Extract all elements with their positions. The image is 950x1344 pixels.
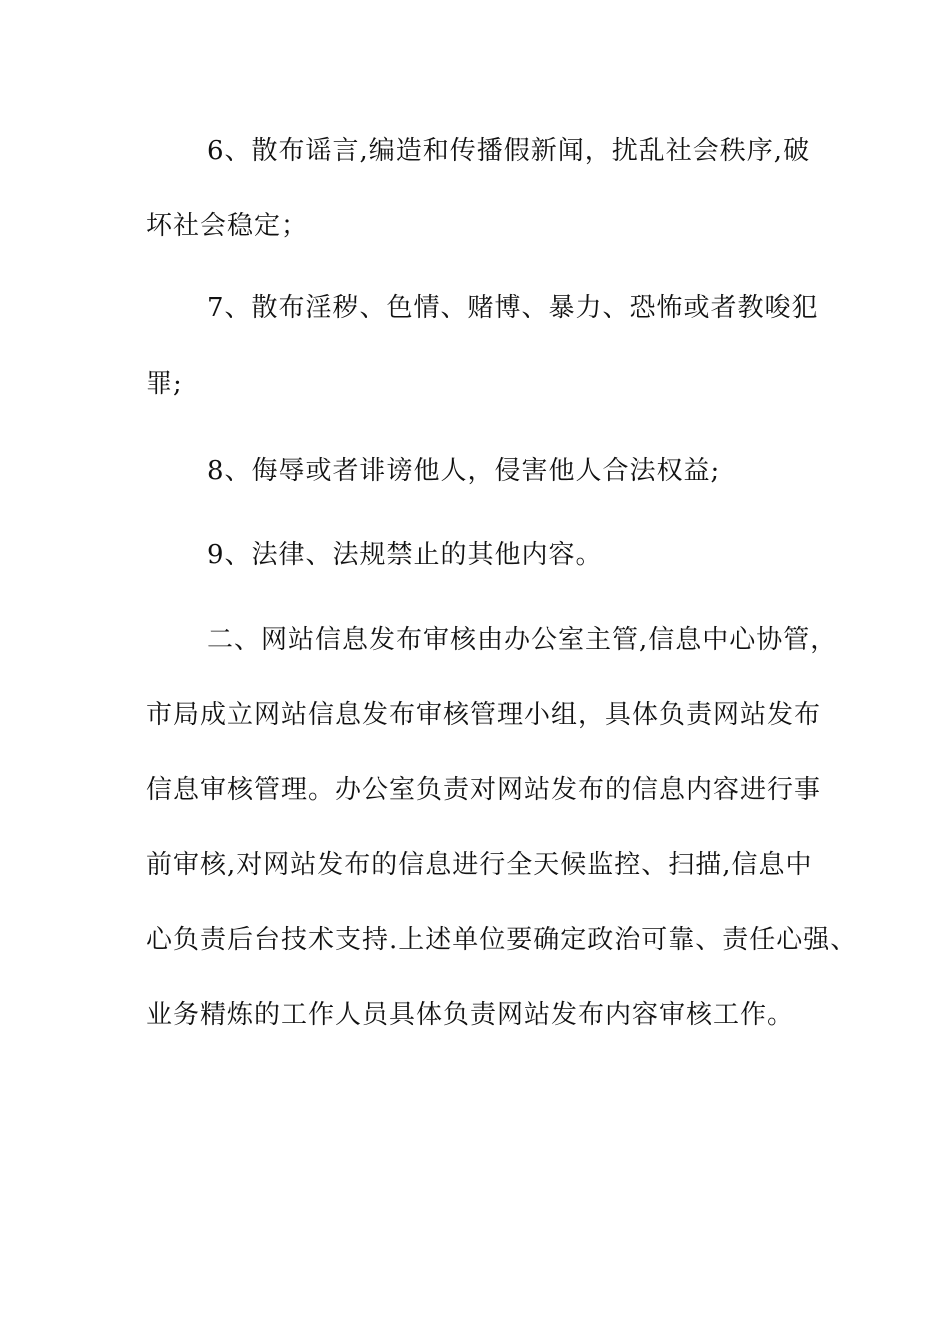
text-line-item8: 8、侮辱或者诽谤他人，侵害他人合法权益; xyxy=(207,456,721,486)
text-line-section2-2: 市局成立网站信息发布审核管理小组，具体负责网站发布 xyxy=(146,700,822,730)
text-line-section2-4: 前审核,对网站发布的信息进行全天候监控、扫描,信息中 xyxy=(146,850,813,880)
text-line-item9: 9、法律、法规禁止的其他内容。 xyxy=(207,540,603,570)
text-line-section2-3: 信息审核管理。办公室负责对网站发布的信息内容进行事 xyxy=(146,775,822,805)
text-line-item6-start: 6、散布谣言,编造和传播假新闻，扰乱社会秩序,破 xyxy=(207,136,811,166)
text-line-item7-end: 罪; xyxy=(146,369,183,399)
text-line-section2-1: 二、网站信息发布审核由办公室主管,信息中心协管， xyxy=(207,625,838,655)
text-line-item7-start: 7、散布淫秽、色情、赌博、暴力、恐怖或者教唆犯 xyxy=(207,293,819,323)
text-line-item6-end: 坏社会稳定； xyxy=(146,211,309,241)
text-line-section2-5: 心负责后台技术支持.上述单位要确定政治可靠、责任心强、 xyxy=(146,925,858,955)
text-line-section2-6: 业务精炼的工作人员具体负责网站发布内容审核工作。 xyxy=(146,1000,795,1030)
